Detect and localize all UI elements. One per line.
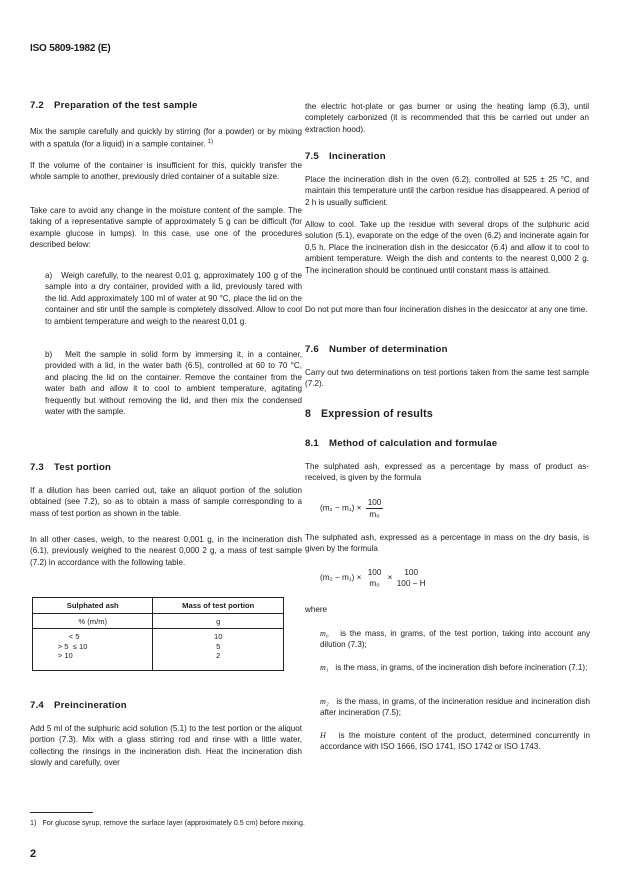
definition-text: is the mass, in grams, of the test portion, taking into account any dilution (7.3); [320,629,591,650]
column-header: Mass of test portion [153,598,284,614]
paragraph [305,219,589,276]
mass-value: 5 [216,641,221,651]
section-title: Incineration [329,151,386,162]
item-label: b) [45,350,53,359]
procedure-b [45,349,302,417]
section-title: Test portion [54,462,112,473]
mass-value: 10 [214,632,223,641]
section-number: 7.5 [305,151,319,162]
paragraph [30,534,302,568]
footnote-text: For glucose syrup, remove the surface layer (approximately 0.5 cm) before mixing. [42,818,305,827]
paragraph [305,101,589,135]
formula-lhs: (m₂ − m₁) × [320,503,362,513]
table-header-row [33,598,284,614]
range-value: < 5 [68,632,80,641]
definition-text: is the mass, in grams, of the incineration dish before incineration (7.1); [335,663,588,672]
footnote-mark: 1) [30,818,37,827]
fraction [397,568,426,588]
symbol: m₀ [320,629,329,638]
denominator: m₀ [369,579,380,588]
fraction [366,568,384,588]
paragraph-text: Mix the sample carefully and quickly by stirring (for a powder) or by mixing with a spatula (for a liquid) in a sample container. [30,127,302,150]
section-title: Method of calculation and formulae [329,438,498,449]
section-title: Number of determination [329,344,448,355]
definition-m2 [320,696,590,719]
numerator: 100 [367,498,382,507]
paragraph [30,723,302,769]
table-units-row [33,614,284,629]
paragraph [30,205,302,251]
section-title: Preincineration [54,700,127,711]
document-header: ISO 5809-1982 (E) [30,43,111,54]
formula-dry-basis [320,568,428,588]
paragraph-text: Take care to avoid any change in the moisture content of the sample. The taking of a representative sample of approximately 5 g can be difficult (for example glucose in lumps). In this case, use one of the procedures described below: [30,206,302,250]
denominator: 100 − H [396,579,426,588]
paragraph-text: If a dilution has been carried out, take an aliquot portion of the solution obtained (see 7.2), so as to obtain a mass of sample corresponding to a mass of test portion as shown in the table. [30,486,302,518]
paragraph [30,160,302,183]
paragraph-text: Allow to cool. Take up the residue with several drops of the sulphuric acid solution (5.1), evaporate on the edge of the oven (6.2) and incinerate again for 0,5 h. Place the incineration dish in the desiccator (6.4) and allow it to cool to ambient temperature. Weigh the dish and contents to the nearest 0,000 2 g. The incineration should be continued until constant mass is attained. [305,220,589,275]
item-text: Weigh carefully, to the nearest 0,01 g, approximately 100 g of the sample into a dry container, provided with a lid, previously tared with the lid. Add approximately 100 ml of water at 90 °C, place the lid on the container and stir until the sample is completely dissolved. Allow to cool to ambient temperature and weigh to the nearest 0,01 g. [45,271,302,326]
paragraph [30,485,302,519]
numerator: 100 [367,568,382,577]
paragraph-text: Add 5 ml of the sulphuric acid solution (5.1) to the test portion or the aliquot portion (7.3). Mix with a glass stirring rod and rinse with a little water, collecting the rinsings in the incineration dish. Heat the incineration dish slowly and carefully, over [30,724,302,768]
paragraph [305,532,589,555]
mass-value: 2 [216,651,221,661]
where-label [305,604,589,615]
symbol: m₁ [320,663,329,672]
item-label: a) [45,271,53,280]
footnote-divider [30,812,93,813]
formula-as-received [320,498,385,519]
section-7-4-heading [30,700,302,711]
range-value: > 5 ≤ 10 [57,641,88,651]
numerator: 100 [404,568,419,577]
range-cell [33,629,153,671]
paragraph-text: The sulphated ash, expressed as a percentage in mass on the dry basis, is given by the formula [305,533,589,554]
footnote-ref: 1) [207,139,214,146]
column-header: Sulphated ash [33,598,153,614]
paragraph [305,304,589,315]
section-number: 8.1 [305,438,319,449]
definition-text: is the moisture content of the product, determined concurrently in accordance with ISO 1666, ISO 1741, ISO 1742 or ISO 1743. [320,731,591,752]
definition-m0 [320,628,590,651]
section-number: 8 [305,408,312,420]
range-value: > 10 [57,651,73,661]
paragraph-text: Do not put more than four incineration dishes in the desiccator at any one time. [305,305,588,314]
table-row [33,629,284,671]
section-7-3-heading [30,462,302,473]
section-title: Preparation of the test sample [54,100,198,111]
paragraph-text: Carry out two determinations on test portions taken from the same test sample (7.2). [305,368,589,389]
mass-cell [153,629,284,671]
paragraph [30,126,302,151]
footnote [30,818,305,827]
section-number: 7.3 [30,462,44,473]
item-text: Melt the sample in solid form by immersing it, in a container, provided with a lid, in the water bath (6.5), controlled at 60 to 70 °C, and placing the lid on the container. Remove the container from the water bath and allow it to cool to ambient temperature, agitating frequently but without removing the lid, and then mix the condensed water with the sample. [45,350,303,417]
definition-m1 [320,662,590,673]
formula-lhs: (m₂ − m₁) × [320,573,362,583]
paragraph-text: In all other cases, weigh, to the nearest 0,001 g, in the incineration dish (6.1), previously weighed to the nearest 0,000 2 g, a mass of test sample (7.2) in accordance with the following table. [30,535,302,567]
paragraph-text: The sulphated ash, expressed as a percentage by mass of product as-received, is given by the formula [305,462,589,483]
paragraph-text: where [305,605,328,614]
page-number: 2 [30,848,37,860]
paragraph [305,174,589,208]
section-7-5-heading [305,151,589,162]
symbol: m₂ [320,697,329,706]
symbol: H [320,731,326,740]
section-number: 7.2 [30,100,44,111]
paragraph-text: the electric hot-plate or gas burner or using the heating lamp (6.3), until completely carbonized (it is recommended that this be carried out under an extraction hood). [305,102,589,134]
definition-text: is the mass, in grams, of the incineration residue and incineration dish after incineration (7.5); [320,697,591,718]
paragraph-text: If the volume of the container is insufficient for this, quickly transfer the whole sample to another, previously dried container of a suitable size. [30,161,302,182]
section-7-2-heading [30,100,302,111]
section-8-1-heading [305,438,589,449]
unit-cell: % (m/m) [33,614,153,629]
paragraph [305,367,589,390]
fraction [366,498,384,519]
section-7-6-heading [305,344,589,355]
definition-H [320,730,590,753]
unit-cell: g [153,614,284,629]
section-title: Expression of results [321,408,433,420]
procedure-a [45,270,302,327]
paragraph-text: Place the incineration dish in the oven (6.2), controlled at 525 ± 25 °C, and maintain this temperature until the carbon residue has disappeared. A period of 2 h is usually sufficient. [305,175,589,207]
test-portion-table [32,597,284,671]
section-number: 7.6 [305,344,319,355]
times-sign: × [387,573,393,583]
paragraph [305,461,589,484]
section-8-heading [305,409,589,420]
section-number: 7.4 [30,700,44,711]
denominator: m₀ [369,510,380,519]
